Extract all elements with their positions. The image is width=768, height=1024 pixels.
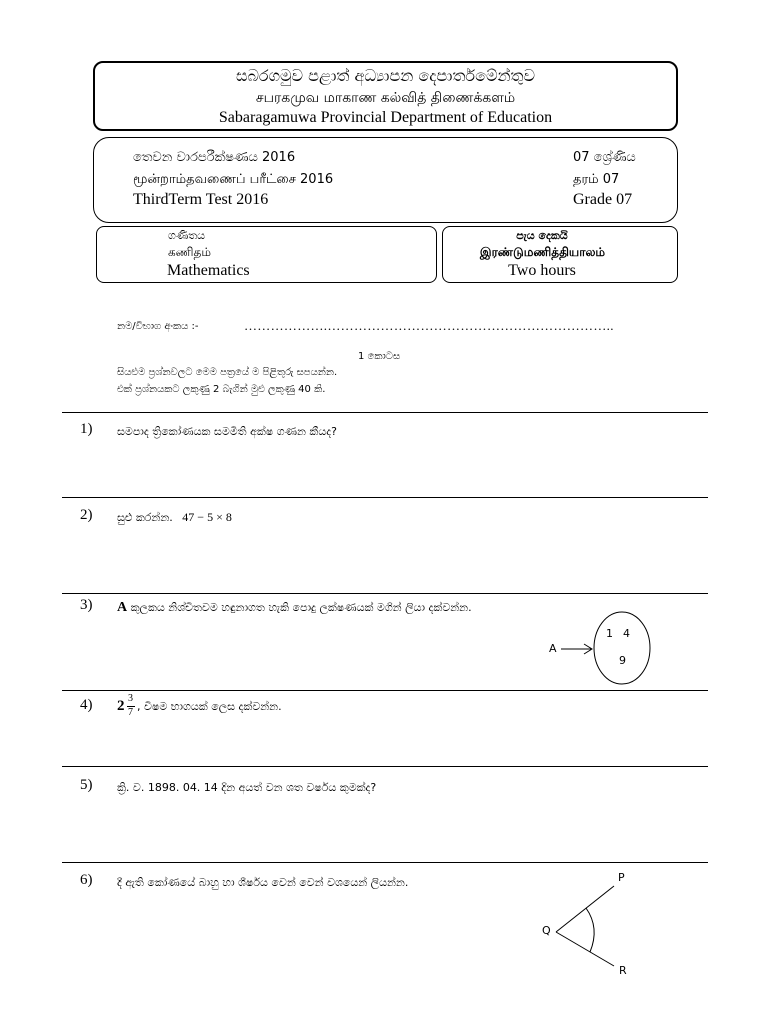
question-number: 1): [80, 421, 93, 437]
set-element: 4: [623, 627, 630, 640]
set-label: A: [549, 642, 557, 655]
exam-term-sinhala: තෙවන වාරපරීක්ෂණය 2016: [133, 150, 296, 165]
set-element: 1: [606, 627, 613, 640]
question-text: දී ඇති කෝණයේ බාහු හා ශීර්ෂය වෙන් වෙන් වශයෙන් ලියන්න.: [117, 876, 409, 889]
name-label: නම/විභාග අංකය :-: [117, 321, 199, 332]
divider: [62, 412, 708, 413]
question-text: ක්‍රි. ව. 1898. 04. 14 දින අයත් වන ශත වර්ෂය කුමක්ද?: [117, 781, 377, 794]
question-number: 4): [80, 697, 93, 713]
angle-label-q: Q: [542, 924, 551, 937]
subject-tamil: கணிதம்: [168, 245, 211, 259]
angle-arm-qr: [556, 932, 614, 966]
duration-sinhala: පැය දෙකයි: [516, 229, 568, 242]
grade-tamil: தரம் 07: [573, 172, 620, 187]
subject-english: Mathematics: [167, 262, 250, 279]
angle-arc: [586, 908, 594, 952]
section-title: 1 කොටස: [358, 351, 401, 362]
grade-sinhala: 07 ශ්‍රේණිය: [573, 150, 636, 165]
question-number: 5): [80, 777, 93, 793]
angle-arm-qp: [556, 886, 614, 932]
name-dots: ……………….………………………………………………………..: [244, 318, 614, 333]
question-text-main: සුළු කරන්න.: [117, 511, 173, 524]
question-text: [117, 510, 232, 525]
header-tamil: சபரகமுவ மாகாண கல்வித் திணைக்களம்: [255, 90, 516, 106]
question-number: 3): [80, 597, 93, 613]
question-number: 6): [80, 872, 93, 888]
set-element: 9: [619, 654, 626, 667]
header-sinhala: සබරගමුව පළාත් අධ්‍යාපන දෙපාර්තමේන්තුව: [235, 66, 535, 85]
divider: [62, 497, 708, 498]
set-arrow: [560, 642, 596, 656]
set-name: A: [117, 600, 128, 615]
subject-box: [96, 226, 437, 283]
header-english: Sabaragamuwa Provincial Department of Education: [218, 109, 553, 126]
divider: [62, 593, 708, 594]
divider: [62, 862, 708, 863]
question-text: සමපාද ත්‍රිකෝණයක සමමිති අක්ෂ ගණන කීයද?: [117, 425, 337, 438]
subject-sinhala: ගණිතය: [168, 229, 206, 242]
question-expression: 47 − 5 × 8: [182, 510, 232, 524]
section-instruction-1: සියළුම ප්‍රශ්නවලට මෙම පත්‍රයේ ම පිළිතුරු සපයන්න.: [117, 367, 338, 378]
grade-english: Grade 07: [573, 191, 633, 208]
duration-tamil: இரண்டுமணித்தியாலம்: [479, 245, 606, 259]
fraction-whole: 2: [117, 698, 125, 714]
angle-diagram: [550, 876, 630, 971]
divider: [62, 766, 708, 767]
fraction-numerator: 3: [128, 693, 133, 704]
question-text: , විෂම භාගයක් ලෙස දක්වන්න.: [137, 700, 282, 713]
set-ellipse: [592, 611, 654, 687]
question-text-main: කුලකය නිශ්චිතවම හඳුනාගත හැකි පොදු ලක්ෂණයක් මගින් ලියා දක්වන්න.: [130, 601, 472, 614]
divider: [62, 690, 708, 691]
question-number: 2): [80, 507, 93, 523]
angle-label-r: R: [619, 964, 627, 977]
section-instruction-2: එක් ප්‍රශ්නයකට ලකුණු 2 බැගින් මුළු ලකුණු 40 කි.: [117, 384, 326, 395]
duration-english: Two hours: [508, 262, 576, 279]
question-text: [117, 600, 472, 616]
exam-term-tamil: மூன்றாம்தவணைப் பரீட்சை 2016: [133, 172, 334, 187]
angle-label-p: P: [618, 871, 625, 884]
fraction-denominator: 7: [128, 707, 133, 718]
exam-term-english: ThirdTerm Test 2016: [133, 191, 269, 208]
